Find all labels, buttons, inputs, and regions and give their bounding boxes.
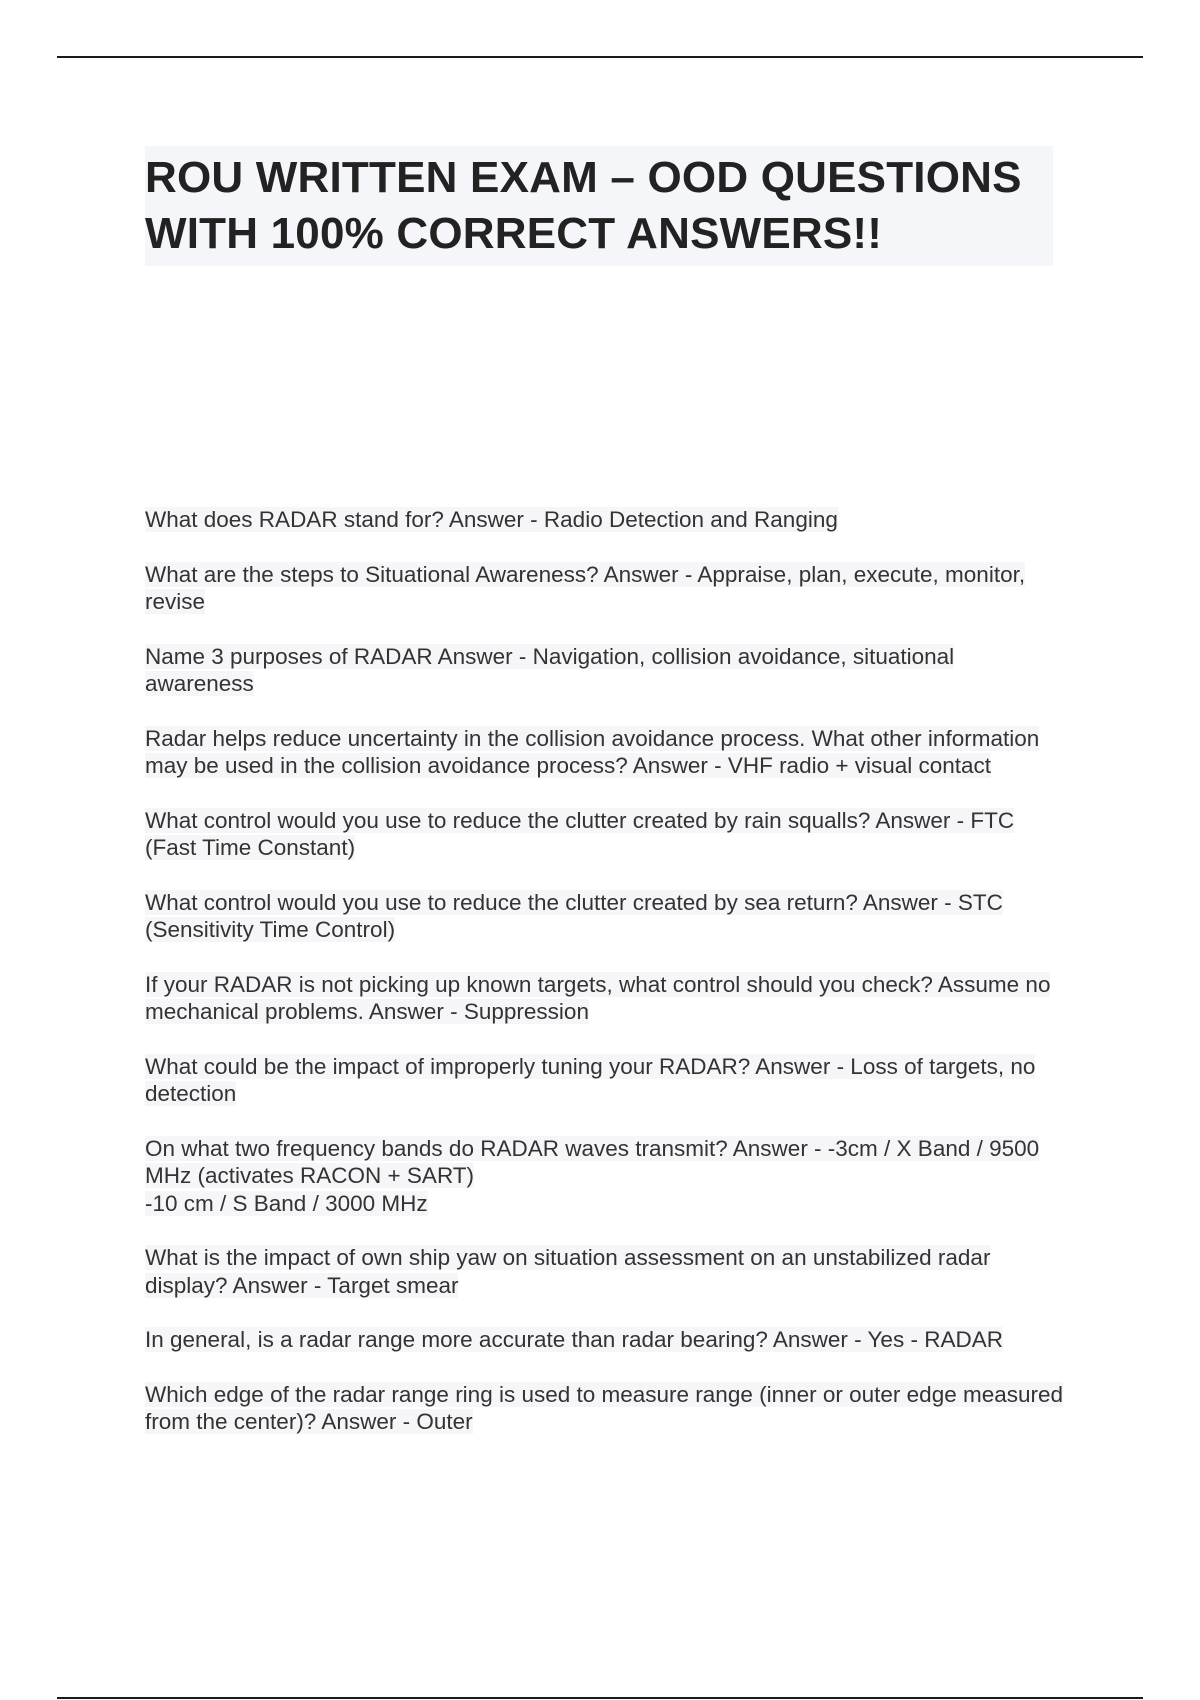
qa-text: What control would you use to reduce the clutter created by sea return? Answer - STC (Sensitivity Time Control) bbox=[145, 889, 1003, 942]
qa-item bbox=[145, 1053, 1065, 1108]
qa-text: Name 3 purposes of RADAR Answer - Navigation, collision avoidance, situational awareness bbox=[145, 643, 955, 696]
qa-text: What could be the impact of improperly tuning your RADAR? Answer - Loss of targets, no detection bbox=[145, 1053, 1036, 1106]
qa-item bbox=[145, 561, 1065, 616]
qa-text: What does RADAR stand for? Answer - Radio Detection and Ranging bbox=[145, 507, 838, 532]
qa-item bbox=[145, 971, 1065, 1026]
qa-item bbox=[145, 1326, 1065, 1354]
bottom-rule bbox=[57, 1697, 1143, 1699]
qa-text: On what two frequency bands do RADAR waves transmit? Answer - -3cm / X Band / 9500 MHz (activates RACON + SART) bbox=[145, 1135, 1040, 1188]
qa-item bbox=[145, 643, 1065, 698]
qa-item bbox=[145, 506, 1065, 534]
qa-item bbox=[145, 1244, 1065, 1299]
qa-text: Which edge of the radar range ring is used to measure range (inner or outer edge measured from the center)? Answer - Outer bbox=[145, 1381, 1064, 1434]
qa-item bbox=[145, 725, 1065, 780]
qa-extra-text: -10 cm / S Band / 3000 MHz bbox=[145, 1190, 428, 1216]
qa-text: Radar helps reduce uncertainty in the collision avoidance process. What other information may be used in the collision avoidance process? Answer - VHF radio + visual contact bbox=[145, 725, 1040, 778]
qa-text: What are the steps to Situational Awareness? Answer - Appraise, plan, execute, monitor, revise bbox=[145, 561, 1026, 614]
qa-list bbox=[145, 506, 1065, 1463]
qa-text: What control would you use to reduce the clutter created by rain squalls? Answer - FTC (Fast Time Constant) bbox=[145, 807, 1015, 860]
top-rule bbox=[57, 56, 1143, 58]
document-title: ROU WRITTEN EXAM – OOD QUESTIONS WITH 100% CORRECT ANSWERS!! bbox=[145, 153, 1022, 258]
qa-text: In general, is a radar range more accurate than radar bearing? Answer - Yes - RADAR bbox=[145, 1327, 1003, 1352]
qa-text: If your RADAR is not picking up known targets, what control should you check? Assume no mechanical problems. Answer - Suppression bbox=[145, 971, 1051, 1024]
title-block bbox=[145, 146, 1053, 266]
qa-extra-line bbox=[145, 1190, 1065, 1218]
qa-item bbox=[145, 1135, 1065, 1218]
qa-text: What is the impact of own ship yaw on situation assessment on an unstabilized radar display? Answer - Target smear bbox=[145, 1245, 991, 1298]
qa-item bbox=[145, 807, 1065, 862]
qa-item bbox=[145, 889, 1065, 944]
qa-item bbox=[145, 1381, 1065, 1436]
